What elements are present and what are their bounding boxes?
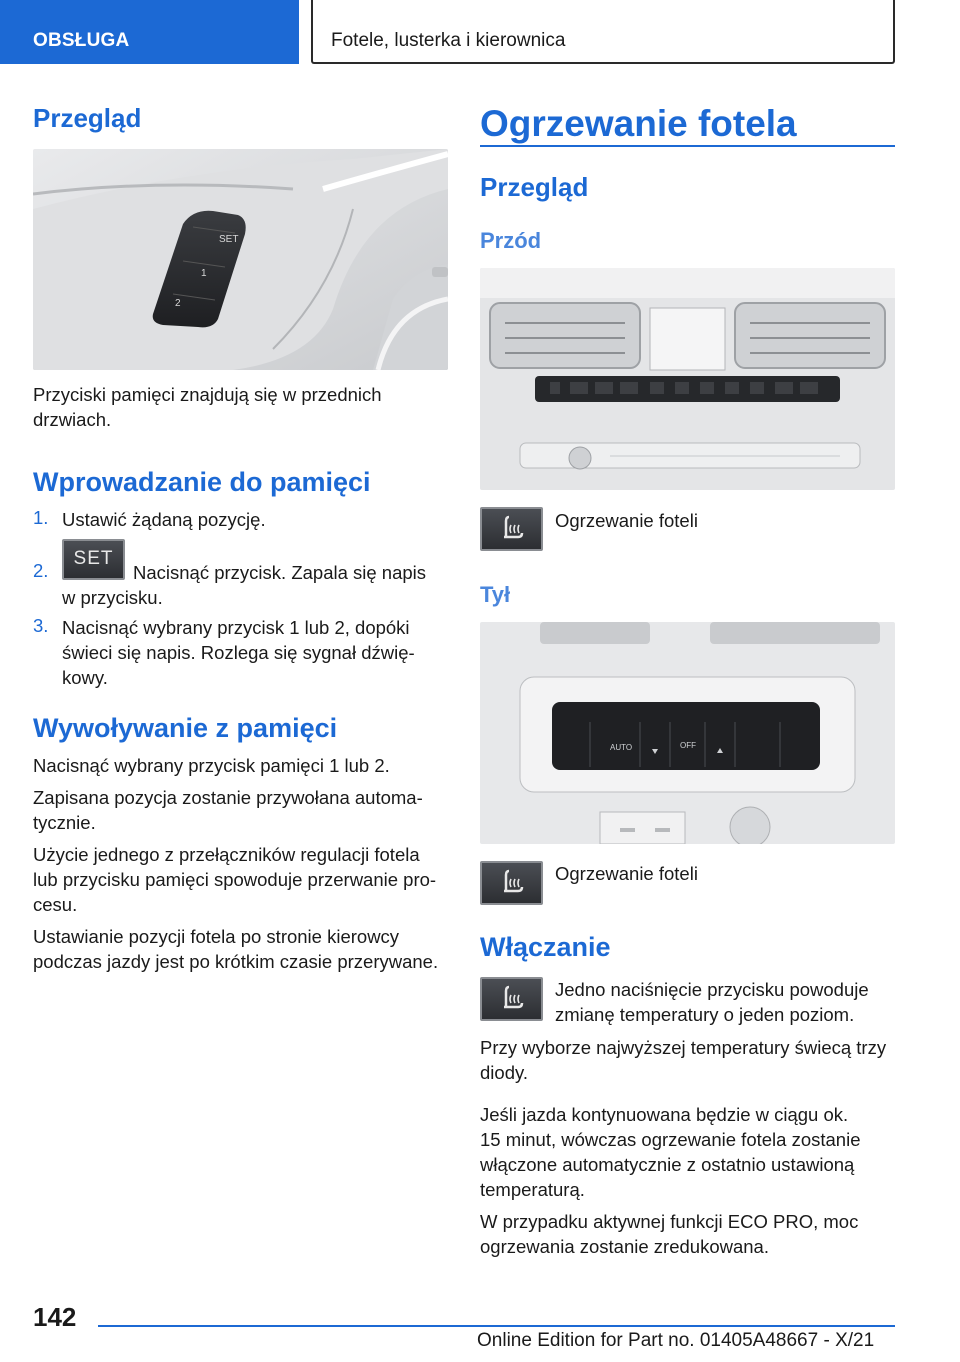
paragraph-line: podczas jazdy jest po krótkim czasie przerywane. xyxy=(33,951,439,972)
door-memory-1-label: 1 xyxy=(201,268,207,279)
step-1-text xyxy=(62,507,266,532)
paragraph-line: Zapisana pozycja zostanie przywołana automa‐ xyxy=(33,787,423,808)
step-line: w przycisku. xyxy=(62,587,163,608)
paragraph-line: zmianę temperatury o jeden poziom. xyxy=(555,1004,855,1025)
paragraph-line: diody. xyxy=(480,1062,528,1083)
step-line: kowy. xyxy=(62,667,108,688)
recall-paragraph xyxy=(33,753,390,778)
front-console-photo xyxy=(480,268,895,490)
set-button-icon: SET xyxy=(62,539,125,580)
paragraph-line: W przypadku aktywnej funkcji ECO PRO, moc xyxy=(480,1211,859,1232)
step-number: 3. xyxy=(33,615,49,636)
paragraph-line: Jeśli jazda kontynuowana będzie w ciągu ok. xyxy=(480,1104,849,1125)
footer-rule xyxy=(98,1325,895,1327)
caption-line: drzwiach. xyxy=(33,409,112,430)
right-overview-heading: Przegląd xyxy=(480,172,589,202)
step-3-text xyxy=(62,615,415,690)
recall-paragraph xyxy=(33,785,423,835)
seat-heating-button-icon xyxy=(480,861,543,905)
door-memory-buttons-photo xyxy=(33,149,448,370)
rear-heading: Tył xyxy=(480,582,511,607)
recall-memory-heading: Wywoływanie z pamięci xyxy=(33,713,338,743)
rear-console-photo xyxy=(480,622,895,844)
seat-heating-button-icon xyxy=(480,977,543,1021)
right-paragraph xyxy=(480,1102,860,1202)
header-chapter-label: Fotele, lusterka i kierownica xyxy=(331,30,566,51)
step-2-text-b xyxy=(62,585,163,610)
recall-paragraph xyxy=(33,924,438,974)
door-memory-2-label: 2 xyxy=(175,298,181,309)
paragraph-line: ogrzewania zostanie zredukowana. xyxy=(480,1236,769,1257)
header-chapter-box xyxy=(311,0,895,64)
step-line: Ustawić żądaną pozycję. xyxy=(62,509,266,530)
switch-on-heading: Włączanie xyxy=(480,932,611,962)
step-number: 2. xyxy=(33,560,49,581)
paragraph-line: temperaturą. xyxy=(480,1179,585,1200)
paragraph-line: tycznie. xyxy=(33,812,96,833)
seat-heating-main-heading: Ogrzewanie fotela xyxy=(480,103,797,144)
paragraph-line: włączone automatycznie z ostatnio ustawioną xyxy=(480,1154,855,1175)
paragraph-line: Przy wyborze najwyższej temperatury świecą trzy xyxy=(480,1037,887,1058)
footer-edition-text: Online Edition for Part no. 01405A48667 - X/21 xyxy=(477,1330,875,1351)
left-overview-heading: Przegląd xyxy=(33,103,142,133)
store-memory-heading: Wprowadzanie do pamięci xyxy=(33,467,371,497)
page-number: 142 xyxy=(33,1302,77,1332)
front-icon-caption: Ogrzewanie foteli xyxy=(555,510,698,531)
paragraph-line: Jedno naciśnięcie przycisku powoduje xyxy=(555,979,869,1000)
paragraph-line: Ustawianie pozycji fotela po stronie kierowcy xyxy=(33,926,400,947)
header-section-label: OBSŁUGA xyxy=(33,30,130,51)
paragraph-line: 15 minut, wówczas ogrzewanie fotela zostanie xyxy=(480,1129,861,1150)
door-photo-caption xyxy=(33,382,382,432)
paragraph-line: Nacisnąć wybrany przycisk pamięci 1 lub 2. xyxy=(33,755,390,776)
seat-heating-button-icon xyxy=(480,507,543,551)
step-2-text-a xyxy=(133,560,426,585)
paragraph-line: Użycie jednego z przełączników regulacji fotela xyxy=(33,844,420,865)
step-line: świeci się napis. Rozlega się sygnał dźwię‐ xyxy=(62,642,415,663)
heading-rule xyxy=(480,145,895,147)
right-paragraph xyxy=(480,1035,886,1085)
paragraph-line: cesu. xyxy=(33,894,78,915)
caption-line: Przyciski pamięci znajdują się w przednich xyxy=(33,384,382,405)
step-line: Nacisnąć wybrany przycisk 1 lub 2, dopóki xyxy=(62,617,410,638)
front-heading: Przód xyxy=(480,228,542,253)
right-paragraph xyxy=(480,1209,858,1259)
paragraph-line: lub przycisku pamięci spowoduje przerwanie pro‐ xyxy=(33,869,437,890)
door-set-label: SET xyxy=(219,234,239,245)
step-number: 1. xyxy=(33,507,49,528)
switch-on-icon-text xyxy=(555,977,869,1027)
header-section-tab xyxy=(0,0,299,64)
step-line: Nacisnąć przycisk. Zapala się napis xyxy=(133,562,427,583)
rear-off-label: OFF xyxy=(680,741,696,750)
recall-paragraph xyxy=(33,842,436,917)
rear-icon-caption: Ogrzewanie foteli xyxy=(555,863,698,884)
rear-auto-label: AUTO xyxy=(610,743,633,752)
